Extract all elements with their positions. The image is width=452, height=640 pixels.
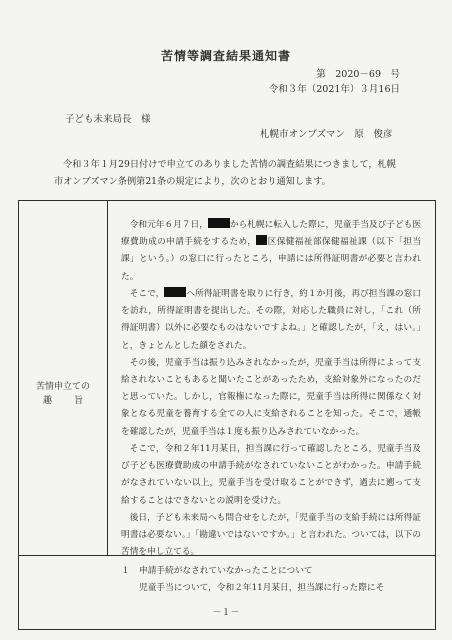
- complaint-label-line1: 苦情申立ての: [35, 382, 90, 392]
- redaction-block: [164, 287, 186, 297]
- complaint-table: [18, 200, 436, 630]
- p1-text-c: 区保健福祉部保健福祉課（以下「担当課」という。）の窓口に行ったところ，申請には所得証明書が必要と言われた。: [121, 237, 422, 282]
- document-title: 苦情等調査結果通知書: [160, 49, 291, 63]
- p1-text-a: 令和元年６月７日，: [129, 220, 208, 230]
- content-paragraph-3: その後，児童手当は振り込みされなかったが，児童手当は所得によって支給されないこともあると聞いたことがあったため，支給対象外になったのだと思っていた。しかし，官報権になった際に，児童手当は所得に関係なく対象となる児童を養育する全ての人に支給されることを知った。そこで，通帳を確認したが，児童手当は１度も振り込みされていなかった。: [121, 357, 421, 437]
- item-heading: 申請手続がなされていなかったことについて: [139, 566, 313, 576]
- redaction-block: [208, 218, 230, 228]
- intro-paragraph: [54, 156, 400, 190]
- redaction-block: [256, 235, 267, 245]
- complaint-items: [121, 563, 421, 597]
- p1-text-b: から札幌に転入した際に，児童手当及び子ども医療費助成の申請手続をするため，: [121, 220, 421, 248]
- content-paragraph-1: [121, 217, 421, 286]
- intro-text: 令和３年１月29日付けで申立てのありました苦情の調査結果につきまして，札幌市オンブズマン条例第21条の規定により，次のとおり通知します。: [54, 159, 396, 188]
- p2-text-b: へ所得証明書を取りに行き，約１か月後，再び担当課の窓口を訪れ，所得証明書を提出した。その際，対応した職員に対し，「これ（所得証明書）以外に必要なものはないですよね。」と確認したが，「え，はい。」と，きょとんとした顔をされた。: [121, 288, 422, 351]
- document-date: 令和３年（2021年）３月16日: [268, 84, 400, 95]
- page-number: －１－: [212, 608, 240, 618]
- content-paragraph-5: 後日，子ども未来局へも問合せをしたが，「児童手当の支給手続には所得証明書は必要ない。」「勘違いではないですか。」と言われた。ついては，以下の苦情を申し立てる。: [121, 512, 421, 558]
- p2-text-a: そこで，: [129, 288, 165, 299]
- addressee: 子ども未来局長 様: [65, 114, 151, 125]
- table-column-divider: [107, 201, 108, 555]
- content-paragraph-2: [121, 286, 421, 355]
- content-paragraph-4: そこで，令和２年11月某日，担当課に行って確認したところ，児童手当及び子ども医療費助成の申請手続がなされていないことがわかった。申請手続がなされていない以上，児童手当を受け取ることができず，過去に遡って支給することはできないとの説明を受けた。: [121, 443, 421, 506]
- complaint-label: [19, 380, 107, 409]
- item-heading-row: [121, 563, 421, 580]
- item-number: １: [121, 566, 130, 576]
- document-number: 第 2020－69 号: [316, 69, 400, 80]
- sender: 札幌市オンブズマン 原 俊彦: [260, 129, 393, 140]
- complaint-label-line2: 趣旨: [42, 396, 105, 407]
- complaint-content: [121, 217, 421, 561]
- item-body: 児童手当について，令和２年11月某日，担当課に行った際にそ: [139, 583, 385, 594]
